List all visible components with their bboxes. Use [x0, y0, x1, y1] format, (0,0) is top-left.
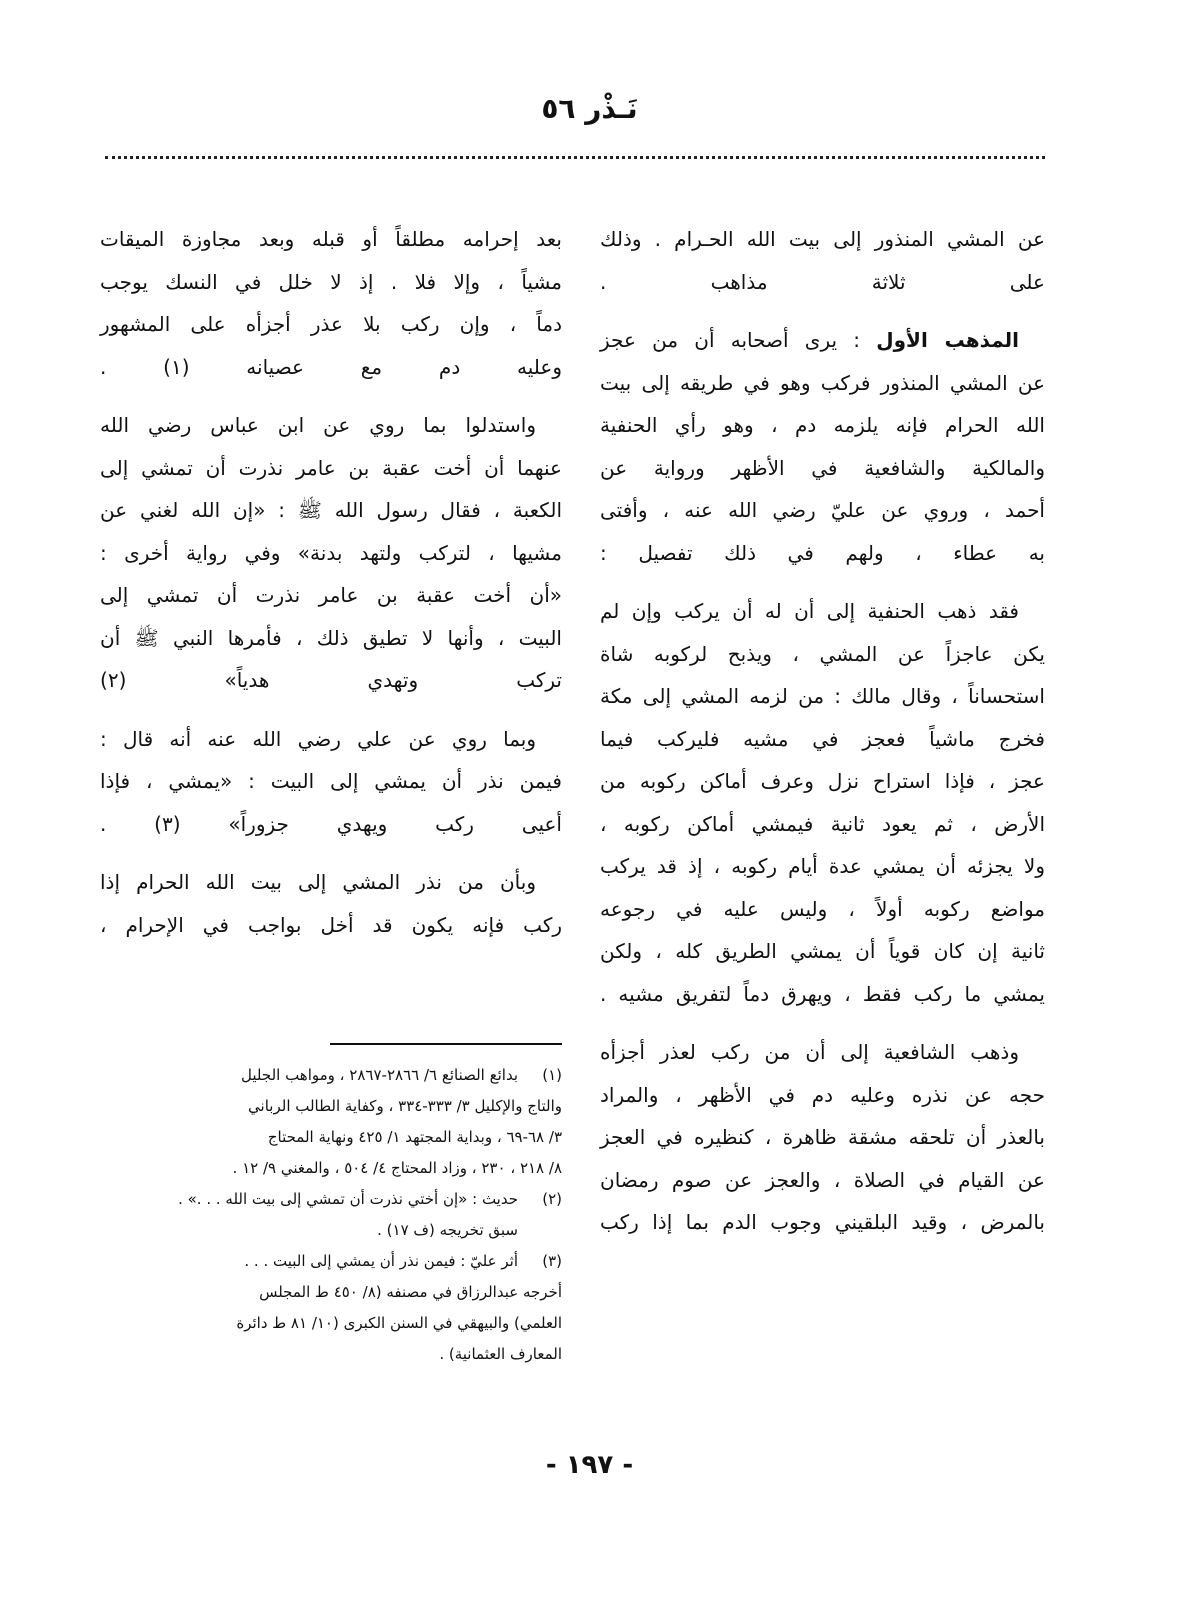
- text-line: مشياً ، وإلا فلا . إذ لا خلل في النسك يوجب: [100, 269, 562, 294]
- text-line: فقد ذهب الحنفية إلى أن له أن يركب وإن لم: [600, 599, 1019, 623]
- header-dotted-divider: [105, 156, 1045, 159]
- text-line: عن المشي المنذور فركب وهو في طريقه إلى بيت: [600, 370, 1045, 395]
- section-heading: المذهب الأول: [876, 328, 1019, 352]
- footnote: [100, 1246, 562, 1370]
- text-line: على ثلاثة مذاهب .: [600, 269, 1045, 294]
- footnote-line: المعارف العثمانية) .: [439, 1345, 562, 1363]
- page-header-title: نَـذْر ٥٦: [541, 92, 638, 125]
- footnote-body: [100, 1184, 518, 1246]
- text-line: الأرض ، ثم يعود ثانية فيمشي أماكن ركوبه ،: [600, 811, 1045, 836]
- text-line: تركب وتهدي هدياً» (٢): [100, 668, 562, 692]
- text-line: أعيى ركب ويهدي جزوراً» (٣) .: [100, 811, 562, 836]
- text-line: الله الحرام فإنه يلزمه دم ، وهو رأي الحنفية: [600, 413, 1045, 437]
- text-line: وبأن من نذر المشي إلى بيت الله الحرام إذا: [100, 870, 536, 894]
- footnote-line: أخرجه عبدالرزاق في مصنفه (٨/ ٤٥٠ ط المجلس: [259, 1283, 562, 1301]
- text-line: بعد إحرامه مطلقاً أو قبله وبعد مجاوزة الميقات: [100, 227, 562, 251]
- text-line: بالمرض ، وقيد البلقيني وجوب الدم بما إذا ركب: [600, 1210, 1045, 1234]
- paragraph: [100, 718, 562, 846]
- footnote: [100, 1060, 562, 1184]
- text-line: مواضع ركوبه أولاً ، وليس عليه في رجوعه: [600, 896, 1045, 921]
- right-text-column: [600, 218, 1045, 1260]
- text-line: والمالكية والشافعية في الأظهر ورواية عن: [600, 455, 1045, 480]
- text-line: عجز ، فإذا استراح نزل وعرف أماكن ركوبه من: [600, 769, 1045, 793]
- paragraph: [600, 319, 1045, 574]
- text-line: [600, 319, 1045, 362]
- text-line: ثانية إن كان قوياً أن يمشي الطريق كله ، ولكن: [600, 939, 1045, 963]
- footnote-divider: [330, 1043, 562, 1045]
- text-line: عنهما أن أخت عقبة بن عامر نذرت أن تمشي إلى: [100, 455, 562, 480]
- footnote-body: [100, 1246, 562, 1370]
- paragraph: [100, 861, 562, 946]
- text-line: واستدلوا بما روي عن ابن عباس رضي الله: [100, 413, 536, 437]
- footnote-line: حديث : «إن أختي نذرت أن تمشي إلى بيت الله . . .» .: [178, 1190, 518, 1208]
- footnote: [100, 1184, 562, 1246]
- page-number: - ١٩٧ -: [545, 1450, 634, 1480]
- text-line: الكعبة ، فقال رسول الله ﷺ : «إن الله لغني عن: [100, 498, 562, 522]
- text-line: فيمن نذر أن يمشي إلى البيت : «يمشي ، فإذا: [100, 769, 562, 793]
- footnotes: [100, 1060, 562, 1370]
- footnote-number: (٢): [542, 1190, 562, 1208]
- text-line: ولا يجزئه أن يمشي عدة أيام ركوبه ، إذ قد يركب: [600, 854, 1045, 878]
- footnote-number: (١): [542, 1066, 562, 1084]
- text-line: يكن عاجزاً عن المشي ، ويذبح لركوبه شاة: [600, 641, 1045, 666]
- footnote-line: أثر عليّ : فيمن نذر أن يمشي إلى البيت . . .: [244, 1252, 518, 1270]
- text-line: حجه عن نذره وعليه دم في الأظهر ، والمراد: [600, 1082, 1045, 1107]
- text-line: «أن أخت عقبة بن عامر نذرت أن تمشي إلى: [100, 583, 562, 607]
- text-line: فخرج ماشياً فعجز في مشيه فليركب فيما: [600, 726, 1045, 751]
- left-text-column: [100, 218, 562, 962]
- text-line-content: : يرى أصحابه أن من عجز: [600, 328, 877, 352]
- text-line: استحساناً ، وقال مالك : من لزمه المشي إلى مكة: [600, 684, 1045, 708]
- text-line: دماً ، وإن ركب بلا عذر أجزأه على المشهور: [100, 312, 562, 336]
- text-line: مشيها ، لتركب ولتهد بدنة» وفي رواية أخرى :: [100, 540, 562, 565]
- footnote-line: بدائع الصنائع ٦/ ٢٨٦٦-٢٨٦٧ ، ومواهب الجليل: [241, 1066, 518, 1084]
- text-line: البيت ، وأنها لا تطيق ذلك ، فأمرها النبي ﷺ أن: [100, 625, 562, 650]
- text-line: وبما روي عن علي رضي الله عنه أنه قال :: [100, 726, 536, 751]
- paragraph: [600, 1031, 1045, 1244]
- text-line: وذهب الشافعية إلى أن من ركب لعذر أجزأه: [600, 1040, 1019, 1064]
- footnote-line: والتاج والإكليل ٣/ ٣٣٣-٣٣٤ ، وكفاية الطالب الرباني: [248, 1097, 562, 1115]
- footnote-line: العلمي) والبيهقي في السنن الكبرى (١٠/ ٨١ ط دائرة: [236, 1314, 562, 1332]
- paragraph: [100, 404, 562, 702]
- footnote-line: ٨/ ٢١٨ ، ٢٣٠ ، وزاد المحتاج ٤/ ٥٠٤ ، والمغني ٩/ ١٢ .: [232, 1159, 562, 1177]
- paragraph: [100, 218, 562, 388]
- text-line: وعليه دم مع عصيانه (١) .: [100, 354, 562, 379]
- text-line: أحمد ، وروي عن عليّ رضي الله عنه ، وأفتى: [600, 498, 1045, 522]
- text-line: به عطاء ، ولهم في ذلك تفصيل :: [600, 540, 1045, 565]
- text-line: عن المشي المنذور إلى بيت الله الحـرام . وذلك: [600, 227, 1045, 251]
- footnote-body: [100, 1060, 562, 1184]
- footnote-number: (٣): [542, 1252, 562, 1270]
- text-line: عن القيام في الصلاة ، والعجز عن صوم رمضان: [600, 1167, 1045, 1192]
- paragraph: [600, 590, 1045, 1015]
- text-line: ركب فإنه يكون قد أخل بواجب في الإحرام ،: [100, 912, 562, 937]
- footnote-line: سبق تخريجه (ف ١٧) .: [377, 1221, 518, 1239]
- text-line: بالعذر أن تلحقه مشقة ظاهرة ، كنظيره في العجز: [600, 1125, 1045, 1149]
- footnote-line: ٣/ ٦٨-٦٩ ، وبداية المجتهد ١/ ٤٢٥ ونهاية المحتاج: [267, 1128, 562, 1146]
- paragraph: [600, 218, 1045, 303]
- text-line: يمشي ما ركب فقط ، ويهرق دماً لتفريق مشيه .: [600, 981, 1045, 1006]
